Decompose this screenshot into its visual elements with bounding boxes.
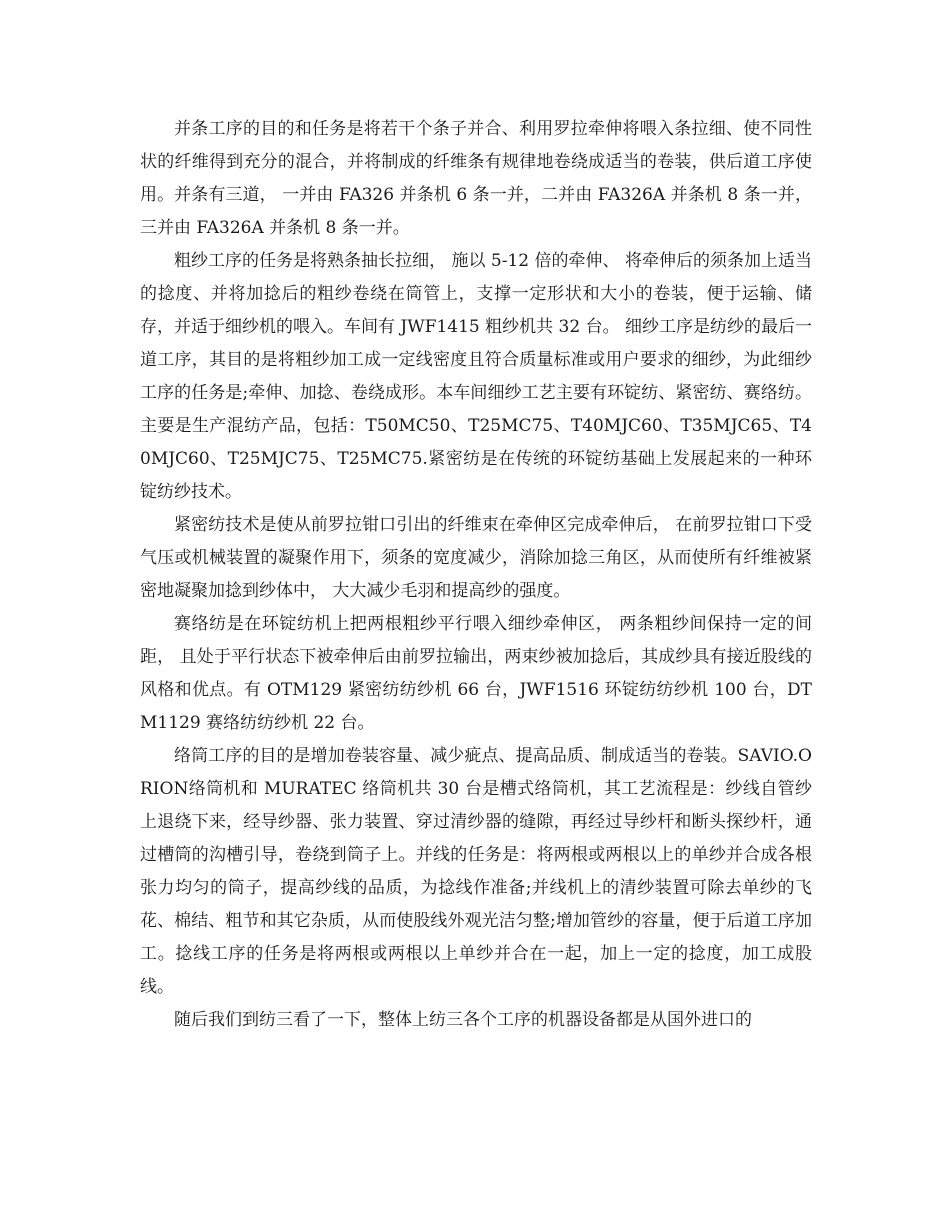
paragraph-winding-twisting: 络筒工序的目的是增加卷装容量、减少疵点、提高品质、制成适当的卷装。SAVIO.ORION络筒机和 MURATEC 络筒机共 30 台是槽式络筒机，其工艺流程是：纱线自管纱上退绕下来，经导纱器、张力装置、穿过清纱器的缝隙，再经过导纱杆和断头探纱杆，通过槽筒的沟槽引导，卷绕到筒子上。并线的任务是：将两根或两根以上的单纱并合成各根张力均匀的筒子，提高纱线的品质，为捻线作准备;并线机上的清纱装置可除去单纱的飞花、棉结、粗节和其它杂质，从而使股线外观光洁匀整;增加管纱的容量，便于后道工序加工。捻线工序的任务是将两根或两根以上单纱并合在一起，加上一定的捻度，加工成股线。 bbox=[140, 746, 812, 997]
paragraph-roving-spinning: 粗纱工序的任务是将熟条抽长拉细， 施以 5-12 倍的牵伸、 将牵伸后的须条加上适当的捻度、并将加捻后的粗纱卷绕在筒管上，支撑一定形状和大小的卷装，便于运输、储存，并适于细纱机的喂入。车间有 JWF1415 粗纱机共 32 台。 细纱工序是纺纱的最后一道工序，其目的是将粗纱加工成一定线密度且符合质量标准或用户要求的细纱，为此细纱工序的任务是;牵伸、加捻、卷绕成形。本车间细纱工艺主要有环锭纺、紧密纺、赛络纺。主要是生产混纺产品，包括：T50MC50、T25MC75、T40MJC60、T35MJC65、T40MJC60、T25MJC75、T25MC75.紧密纺是在传统的环锭纺基础上发展起来的一种环锭纺纱技术。 bbox=[140, 251, 812, 502]
paragraph-siro-spinning: 赛络纺是在环锭纺机上把两根粗纱平行喂入细纱牵伸区， 两条粗纱间保持一定的间距， 且处于平行状态下被牵伸后由前罗拉输出，两束纱被加捻后，其成纱具有接近股线的风格和优点。有 OTM129 紧密纺纺纱机 66 台，JWF1516 环锭纺纺纱机 100 台，DTM1129 赛络纺纺纱机 22 台。 bbox=[140, 614, 812, 733]
paragraph-visit-spinning-three: 随后我们到纺三看了一下，整体上纺三各个工序的机器设备都是从国外进口的 bbox=[174, 1010, 752, 1030]
document-page bbox=[140, 113, 812, 1037]
paragraph-compact-spinning: 紧密纺技术是使从前罗拉钳口引出的纤维束在牵伸区完成牵伸后， 在前罗拉钳口下受气压或机械装置的凝聚作用下，须条的宽度减少，消除加捻三角区，从而使所有纤维被紧密地凝聚加捻到纱体中， 大大减少毛羽和提高纱的强度。 bbox=[140, 515, 812, 601]
paragraph-drawing-frame: 并条工序的目的和任务是将若干个条子并合、利用罗拉牵伸将喂入条拉细、使不同性状的纤维得到充分的混合，并将制成的纤维条有规律地卷绕成适当的卷装，供后道工序使用。并条有三道， 一并由 FA326 并条机 6 条一并，二并由 FA326A 并条机 8 条一并， 三并由 FA326A 并条机 8 条一并。 bbox=[140, 119, 812, 238]
